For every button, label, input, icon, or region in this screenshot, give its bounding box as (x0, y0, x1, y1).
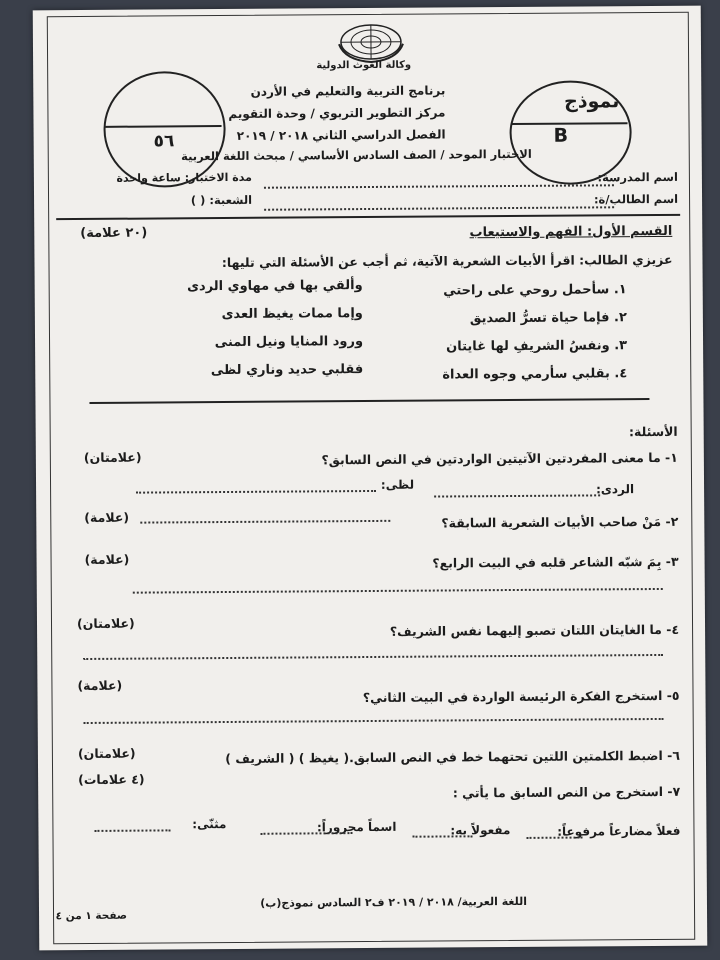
q7-item-d-label: مثنّى: (192, 817, 227, 832)
un-emblem-icon (335, 22, 407, 65)
question-4: ٤- ما الغايتان اللتان تصبو إليهما نفس الشريف؟ (389, 621, 680, 639)
verse-4-second-half: فقلبي حديد وناري لظى (210, 362, 364, 379)
verse-1-second-half: وألقي بها في مهاوي الردى (187, 278, 363, 295)
verse-1-first-half: ١. سأحمل روحي على راحتي (443, 282, 627, 299)
verse-3-first-half: ٣. ونفسُ الشريفِ لها غايتان (446, 338, 628, 355)
question-5-marks: (علامة) (77, 677, 123, 694)
question-6-marks: (علامتان) (77, 745, 136, 762)
question-5: ٥- استخرج الفكرة الرئيسة الواردة في البيت الثاني؟ (362, 687, 680, 706)
exam-paper (33, 6, 708, 951)
model-letter: B (553, 124, 569, 147)
section1-title: القسم الأول: الفهم والاستيعاب (469, 223, 673, 241)
footer-subject: اللغة العربية/ ٢٠١٨ / ٢٠١٩ ف٢ السادس نموذج(ب) (260, 894, 528, 910)
questions-label: الأسئلة: (628, 423, 678, 440)
model-label: نموذج (564, 90, 620, 113)
question-1-marks: (علامتان) (83, 449, 142, 465)
question-3-marks: (علامة) (84, 551, 130, 567)
q1-word-2-label: لظى: (380, 477, 415, 492)
agency-name: وكالة الغوث الدولية (316, 59, 412, 72)
verse-3-second-half: ورود المنايا ونيل المنى (214, 334, 364, 351)
exam-line: الاختبار الموحد / الصف السادس الأساسي / مبحث اللغة العربية (181, 146, 532, 164)
verse-4-first-half: ٤. بقلبي سأرمي وجوه العداة (442, 366, 628, 383)
section1-marks: (٢٠ علامة) (80, 225, 148, 242)
student-label: اسم الطالب/ة: (593, 191, 679, 207)
section-label: الشعبة: ( ) (190, 192, 253, 208)
school-label: اسم المدرسة: (597, 169, 678, 185)
question-7: ٧- استخرج من النص السابق ما يأتي : (452, 783, 681, 801)
question-7-marks: (٤ علامات) (78, 771, 145, 788)
center-line: مركز التطوير التربوي / وحدة التقويم (228, 105, 446, 121)
question-2-marks: (علامة) (84, 509, 130, 525)
score-value: ٥٦ (153, 131, 175, 152)
question-2: ٢- مَنْ صاحب الأبيات الشعرية السابقة؟ (441, 513, 679, 531)
question-3: ٣- بِمَ شبّه الشاعر قلبه في البيت الرابع؟ (432, 553, 679, 571)
program-line: برنامج التربية والتعليم في الأردن (250, 83, 446, 99)
instruction-text: عزيزي الطالب: اقرأ الأبيات الشعرية الآتية، ثم أجب عن الأسئلة التي تليها: (221, 251, 673, 271)
q7-item-a-answer[interactable] (527, 837, 583, 839)
semester-line: الفصل الدراسي الثاني ٢٠١٨ / ٢٠١٩ (236, 127, 446, 143)
question-6: ٦- اضبط الكلمتين اللتين تحتهما خط في النص السابق.( يغيظ ) ( الشريف ) (225, 747, 680, 767)
verse-2-first-half: ٢. فإما حياة تسرُّ الصديق (469, 310, 627, 327)
footer-page: صفحة ١ من ٤ (55, 909, 128, 923)
q7-item-b-answer[interactable] (412, 835, 472, 837)
q1-word-1-label: الردى: (595, 482, 635, 497)
question-4-marks: (علامتان) (76, 615, 135, 632)
verse-2-second-half: وإما ممات يغيظ العدى (221, 306, 363, 323)
q7-item-a-label: فعلاً مضارعاً مرفوعاً: (557, 823, 681, 839)
duration-label: مدة الاختبار: ساعة واحدة (116, 170, 252, 185)
q7-item-c-label: اسماً مجروراً: (316, 819, 397, 835)
q7-item-b-label: مفعولاً به: (450, 823, 511, 838)
question-1: ١- ما معنى المفردتين الآتيتين الواردتين في النص السابق؟ (321, 449, 678, 468)
